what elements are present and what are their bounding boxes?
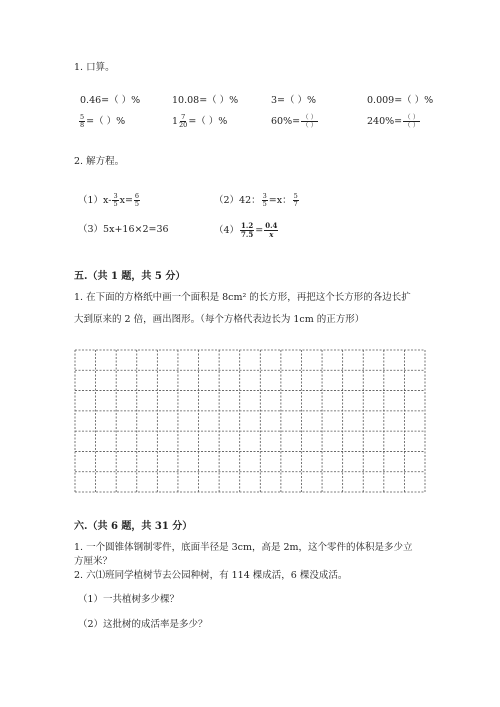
calc-item: 240%= $\frac{( )}{( )}$ (367, 113, 420, 129)
fraction: $\frac{0.4}{x}$ (265, 221, 278, 239)
calc-item: 0.009=（ ）% (367, 95, 434, 106)
section-6-question-1: 1. 一个圆锥体钢制零件，底面半径是 3cm，高是 2m，这个零件的体积是多少立 (74, 542, 413, 553)
question-1-title: 1. 口算。 (74, 62, 115, 73)
subquestion-1: （1）一共植树多少棵？ (78, 594, 180, 605)
grid-paper (74, 349, 426, 493)
fraction: $\frac{7}{20}$ (179, 113, 188, 129)
fraction: $\frac{5}{7}$ (293, 192, 298, 208)
section-5-title: 五.（共 1 题，共 5 分） (74, 271, 186, 282)
equation-4: （4） $\frac{1.2}{7.5}$ = $\frac{0.4}{x}$ (214, 221, 278, 239)
fraction: $\frac{( )}{( )}$ (302, 113, 318, 129)
calc-item: 1 $\frac{7}{20}$ =（ ）% (172, 113, 228, 129)
fraction: $\frac{3}{5}$ (113, 192, 118, 208)
section-6-question-1-cont: 方厘米？ (74, 556, 113, 567)
calc-item: 60%= $\frac{( )}{( )}$ (271, 113, 318, 129)
fraction: $\frac{1.2}{7.5}$ (241, 221, 254, 239)
subquestion-2: （2）这批树的成活率是多少？ (78, 619, 208, 630)
calc-item: 10.08=（ ）% (172, 95, 239, 106)
section-6-question-2: 2. 六⑴班同学植树节去公园种树，有 114 棵成活，6 棵没成活。 (74, 570, 348, 581)
fraction: $\frac{3}{5}$ (262, 192, 267, 208)
question-2-title: 2. 解方程。 (74, 156, 125, 167)
calc-item: $\frac{5}{8}$ =（ ）% (80, 113, 126, 129)
fraction: $\frac{5}{8}$ (80, 113, 85, 129)
equation-2: （2）42： $\frac{3}{5}$ =x： $\frac{5}{7}$ (214, 192, 298, 208)
section-6-title: 六.（共 6 题，共 31 分） (74, 521, 193, 532)
section-5-question-line: 1. 在下面的方格纸中画一个面积是 8cm² 的长方形，再把这个长方形的各边长扩 (74, 292, 411, 303)
calc-item: 3=（ ）% (271, 95, 317, 106)
fraction: $\frac{( )}{( )}$ (404, 113, 420, 129)
equation-3: （3）5x+16×2=36 (78, 224, 169, 235)
equation-1: （1）x- $\frac{3}{5}$ x= $\frac{6}{5}$ (78, 192, 140, 208)
calc-item: 0.46=（ ）% (80, 95, 141, 106)
section-5-question-line: 大到原来的 2 倍，画出图形。（每个方格代表边长为 1cm 的正方形） (74, 314, 365, 325)
fraction: $\frac{6}{5}$ (134, 192, 140, 208)
